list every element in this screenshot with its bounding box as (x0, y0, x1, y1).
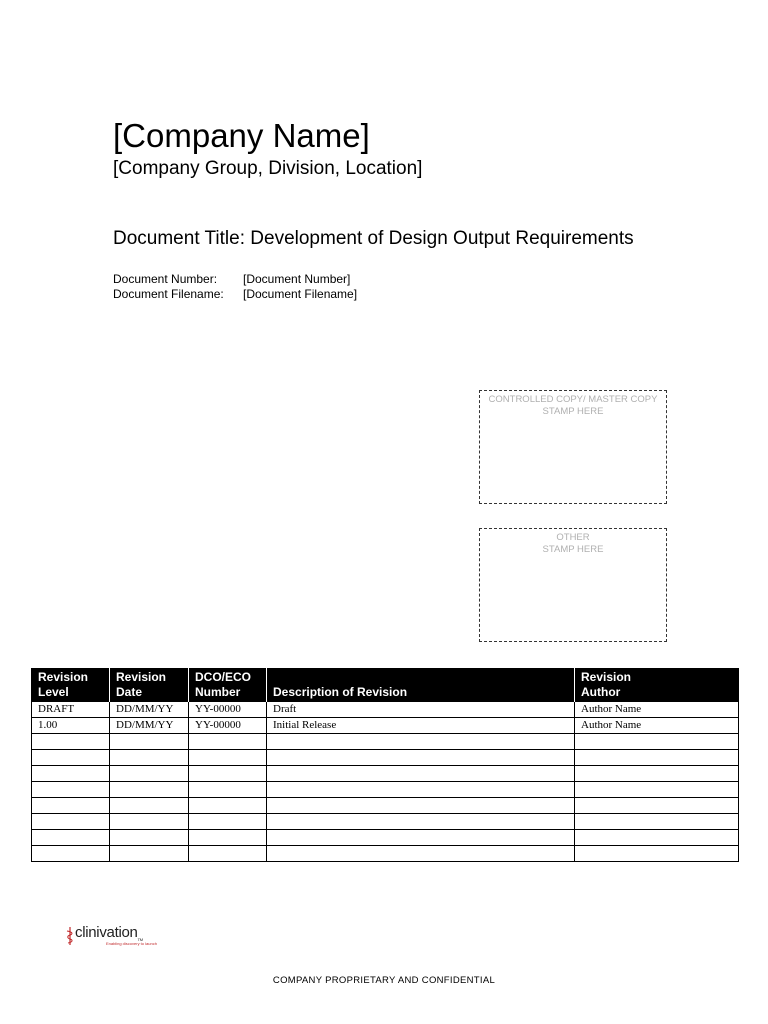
header-revision-date: Revision Date (110, 669, 189, 702)
table-row (32, 830, 739, 846)
table-row (32, 766, 739, 782)
table-cell: YY-00000 (189, 702, 267, 718)
table-row (32, 814, 739, 830)
table-cell (189, 782, 267, 798)
document-filename-row (113, 287, 357, 302)
table-row (32, 846, 739, 862)
company-group: [Company Group, Division, Location] (113, 158, 423, 179)
table-cell (32, 750, 110, 766)
table-cell (267, 798, 575, 814)
controlled-copy-stamp-box (479, 390, 667, 504)
table-cell (575, 766, 739, 782)
table-cell (32, 814, 110, 830)
stamp-box-label: CONTROLLED COPY/ MASTER COPY (488, 394, 658, 405)
stamp-box-label: STAMP HERE (542, 544, 604, 555)
table-cell (110, 814, 189, 830)
table-cell (575, 798, 739, 814)
header-dco-eco-number: DCO/ECO Number (189, 669, 267, 702)
confidentiality-footer: COMPANY PROPRIETARY AND CONFIDENTIAL (272, 975, 496, 986)
table-cell: DRAFT (32, 702, 110, 718)
stamp-box-label: OTHER (556, 532, 590, 543)
table-row (32, 750, 739, 766)
table-row (32, 782, 739, 798)
document-number-row (113, 272, 357, 287)
table-cell (110, 798, 189, 814)
company-name: [Company Name] (113, 117, 370, 154)
stamp-box-label: STAMP HERE (542, 406, 604, 417)
table-cell (110, 846, 189, 862)
logo-tagline: Enabling discovery to launch (106, 941, 157, 946)
table-cell: Author Name (575, 718, 739, 734)
table-cell (575, 814, 739, 830)
table-cell (32, 782, 110, 798)
header-revision-author: Revision Author (575, 669, 739, 702)
caduceus-icon (66, 927, 74, 945)
logo-wordmark: clinivation$_{TM}$ (75, 924, 143, 942)
table-cell (267, 750, 575, 766)
table-cell (267, 782, 575, 798)
document-filename-value: [Document Filename] (243, 287, 358, 301)
table-cell: YY-00000 (189, 718, 267, 734)
table-cell (575, 846, 739, 862)
table-cell (189, 814, 267, 830)
table-cell (32, 798, 110, 814)
table-cell (189, 846, 267, 862)
revision-history-table (31, 668, 739, 862)
table-cell (267, 766, 575, 782)
document-meta (113, 272, 357, 302)
table-cell (189, 830, 267, 846)
table-cell (32, 734, 110, 750)
table-cell (575, 782, 739, 798)
table-cell (32, 846, 110, 862)
document-number-value: [Document Number] (243, 272, 351, 286)
table-row (32, 734, 739, 750)
table-cell: DD/MM/YY (110, 718, 189, 734)
table-cell (110, 750, 189, 766)
table-cell: 1.00 (32, 718, 110, 734)
table-cell: Author Name (575, 702, 739, 718)
table-cell (575, 830, 739, 846)
header-description: Description of Revision (267, 669, 575, 702)
table-cell (189, 766, 267, 782)
table-cell (267, 734, 575, 750)
table-cell (32, 830, 110, 846)
table-cell (110, 734, 189, 750)
table-cell: Draft (267, 702, 575, 718)
table-row (32, 798, 739, 814)
table-cell (267, 830, 575, 846)
table-cell (110, 830, 189, 846)
table-cell: Initial Release (267, 718, 575, 734)
table-cell (575, 750, 739, 766)
table-row (32, 718, 739, 734)
table-cell (189, 798, 267, 814)
table-header-row (32, 669, 739, 702)
table-cell (267, 846, 575, 862)
table-cell (189, 750, 267, 766)
table-cell (267, 814, 575, 830)
table-cell (575, 734, 739, 750)
table-row (32, 702, 739, 718)
table-cell: DD/MM/YY (110, 702, 189, 718)
other-stamp-box (479, 528, 667, 642)
document-number-label: Document Number: (113, 272, 218, 286)
document-filename-label: Document Filename: (113, 287, 224, 301)
table-cell (189, 734, 267, 750)
table-cell (110, 766, 189, 782)
table-cell (32, 766, 110, 782)
table-cell (110, 782, 189, 798)
header-revision-level: Revision Level (32, 669, 110, 702)
document-title: Document Title: Development of Design Output Requirements (113, 228, 634, 249)
